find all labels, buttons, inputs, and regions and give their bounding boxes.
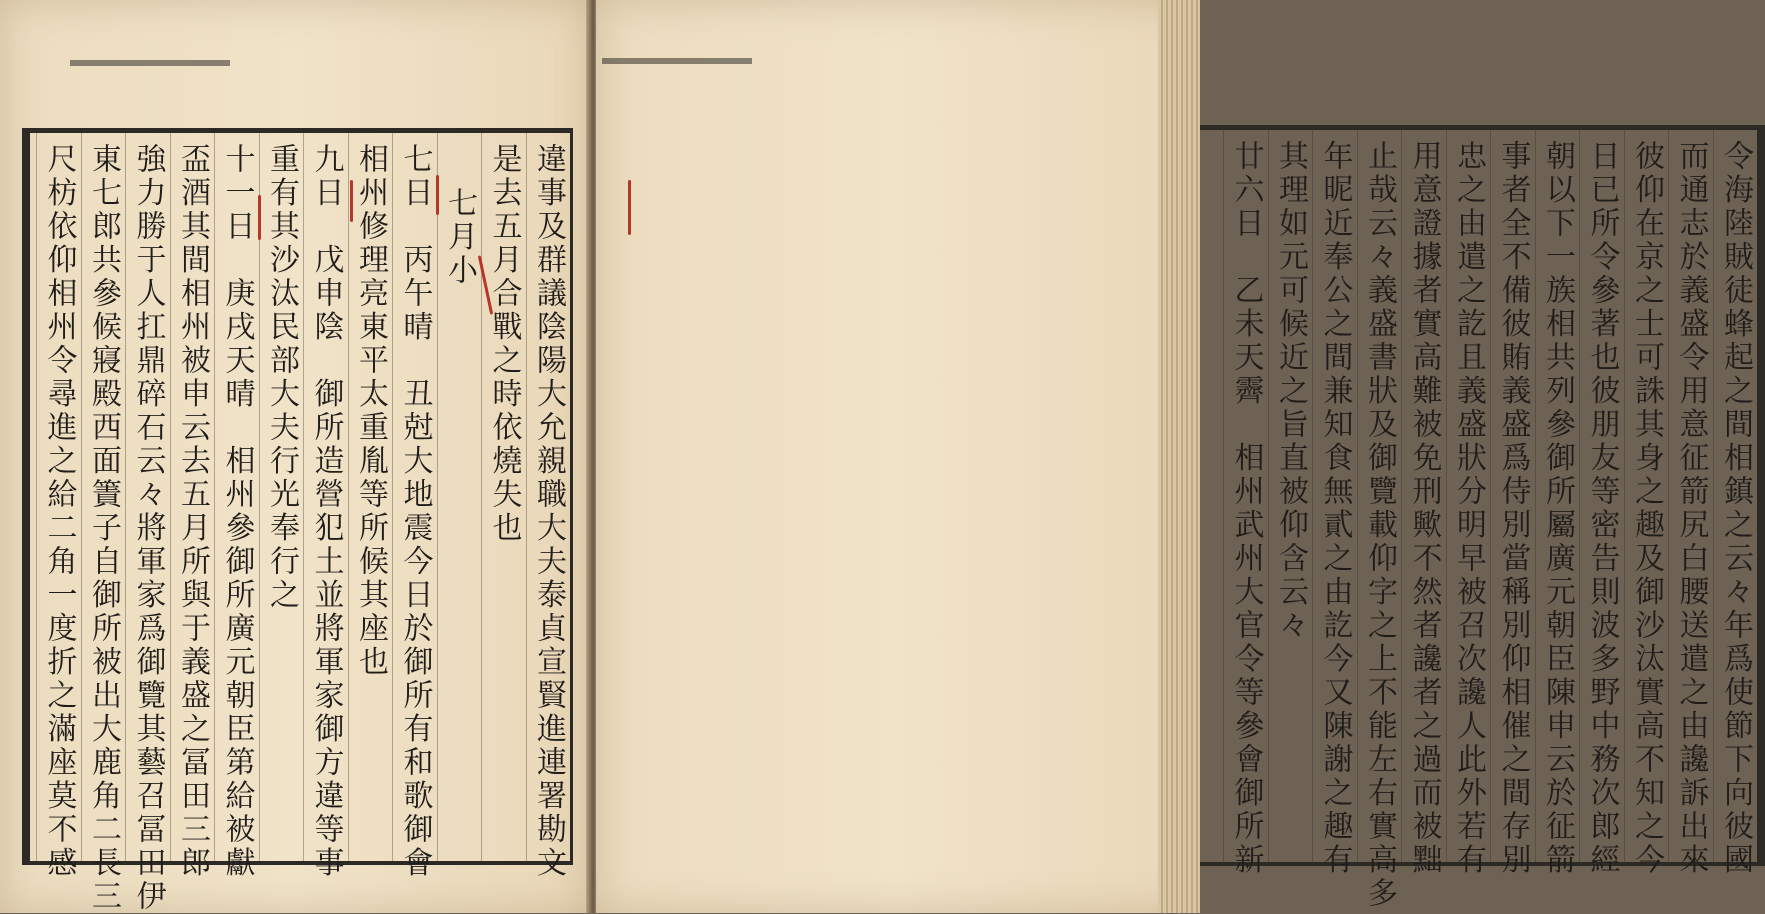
left-column-10: 強力勝于人扛鼎碎石云々將軍家爲御覽其藝召冨田伊 <box>125 133 170 861</box>
right-column-2: 而通志於義盛令用意征箭尻白腰送遣之由讒訴出來 <box>1668 130 1713 862</box>
left-column-1: 違事及群議陰陽大允親職大夫泰貞宣賢進連署勘文 <box>526 133 571 861</box>
red-mark-right-1 <box>628 180 631 235</box>
red-mark-left-2 <box>436 175 439 215</box>
right-page-top-smudge <box>602 58 752 64</box>
right-column-3: 彼仰在京之士可誅其身之趣及御沙汰實高不知之今 <box>1624 130 1669 862</box>
right-column-11: 其理如元可候近之旨直被仰含云々 <box>1268 130 1313 862</box>
left-column-4: 七日 丙午晴 丑尅大地震今日於御所有和歌御會 <box>392 133 437 861</box>
left-column-2: 是去五月合戰之時依燒失也 <box>481 133 526 861</box>
right-column-10: 年昵近奉公之間兼知食無貳之由訖今又陳謝之趣有 <box>1312 130 1357 862</box>
left-column-3: 七月小 <box>437 133 482 861</box>
left-column-6: 九日 戊申陰 御所造營犯土並將軍家御方違等事 <box>303 133 348 861</box>
right-column-1: 令海陸賊徒蜂起之間相鎮之云々年爲使節下向彼國 <box>1713 130 1758 862</box>
left-columns <box>30 133 570 914</box>
left-text-frame <box>22 128 573 914</box>
right-column-6: 事者全不備彼賄義盛爲侍別當稱別仰相催之間存別 <box>1490 130 1535 862</box>
left-column-11: 東七郎共參候寢殿西面簀子自御所被出大鹿角二長三 <box>81 133 126 861</box>
red-mark-left-4 <box>258 195 261 240</box>
left-column-7: 重有其沙汰民部大夫行光奉行之 <box>259 133 304 861</box>
right-column-8: 用意證據者實高難被免刑歟不然者讒者之過而被黜 <box>1401 130 1446 862</box>
right-text-frame <box>1194 125 1765 911</box>
left-column-9: 盃酒其間相州被申云去五月所與于義盛之冨田三郎 <box>170 133 215 861</box>
left-page <box>0 0 590 913</box>
right-column-9: 止哉云々義盛書狀及御覽載仰字之上不能左右實高多 <box>1357 130 1402 862</box>
right-column-5: 朝以下一族相共列參御所屬廣元朝臣陳申云於征箭 <box>1535 130 1580 862</box>
left-column-8: 十一日 庚戌天晴 相州參御所廣元朝臣第給被獻 <box>214 133 259 861</box>
page-stack-edge <box>1158 0 1200 913</box>
right-columns <box>1197 130 1757 911</box>
left-column-12: 尺枋依仰相州令尋進之給二角一度折之滿座莫不感 <box>36 133 81 861</box>
right-column-7: 忠之由遣之訖且義盛狀分明早被召次讒人此外若有 <box>1446 130 1491 862</box>
red-mark-left-3 <box>350 180 353 222</box>
left-column-5: 相州修理亮東平太重胤等所候其座也 <box>348 133 393 861</box>
right-column-12: 廿六日 乙未天霽 相州武州大官令等參會御所新 <box>1223 130 1268 862</box>
left-page-top-smudge <box>70 60 230 66</box>
right-page <box>596 0 1753 913</box>
right-column-4: 日已所令參著也彼朋友等密告則波多野中務次郎經 <box>1579 130 1624 862</box>
